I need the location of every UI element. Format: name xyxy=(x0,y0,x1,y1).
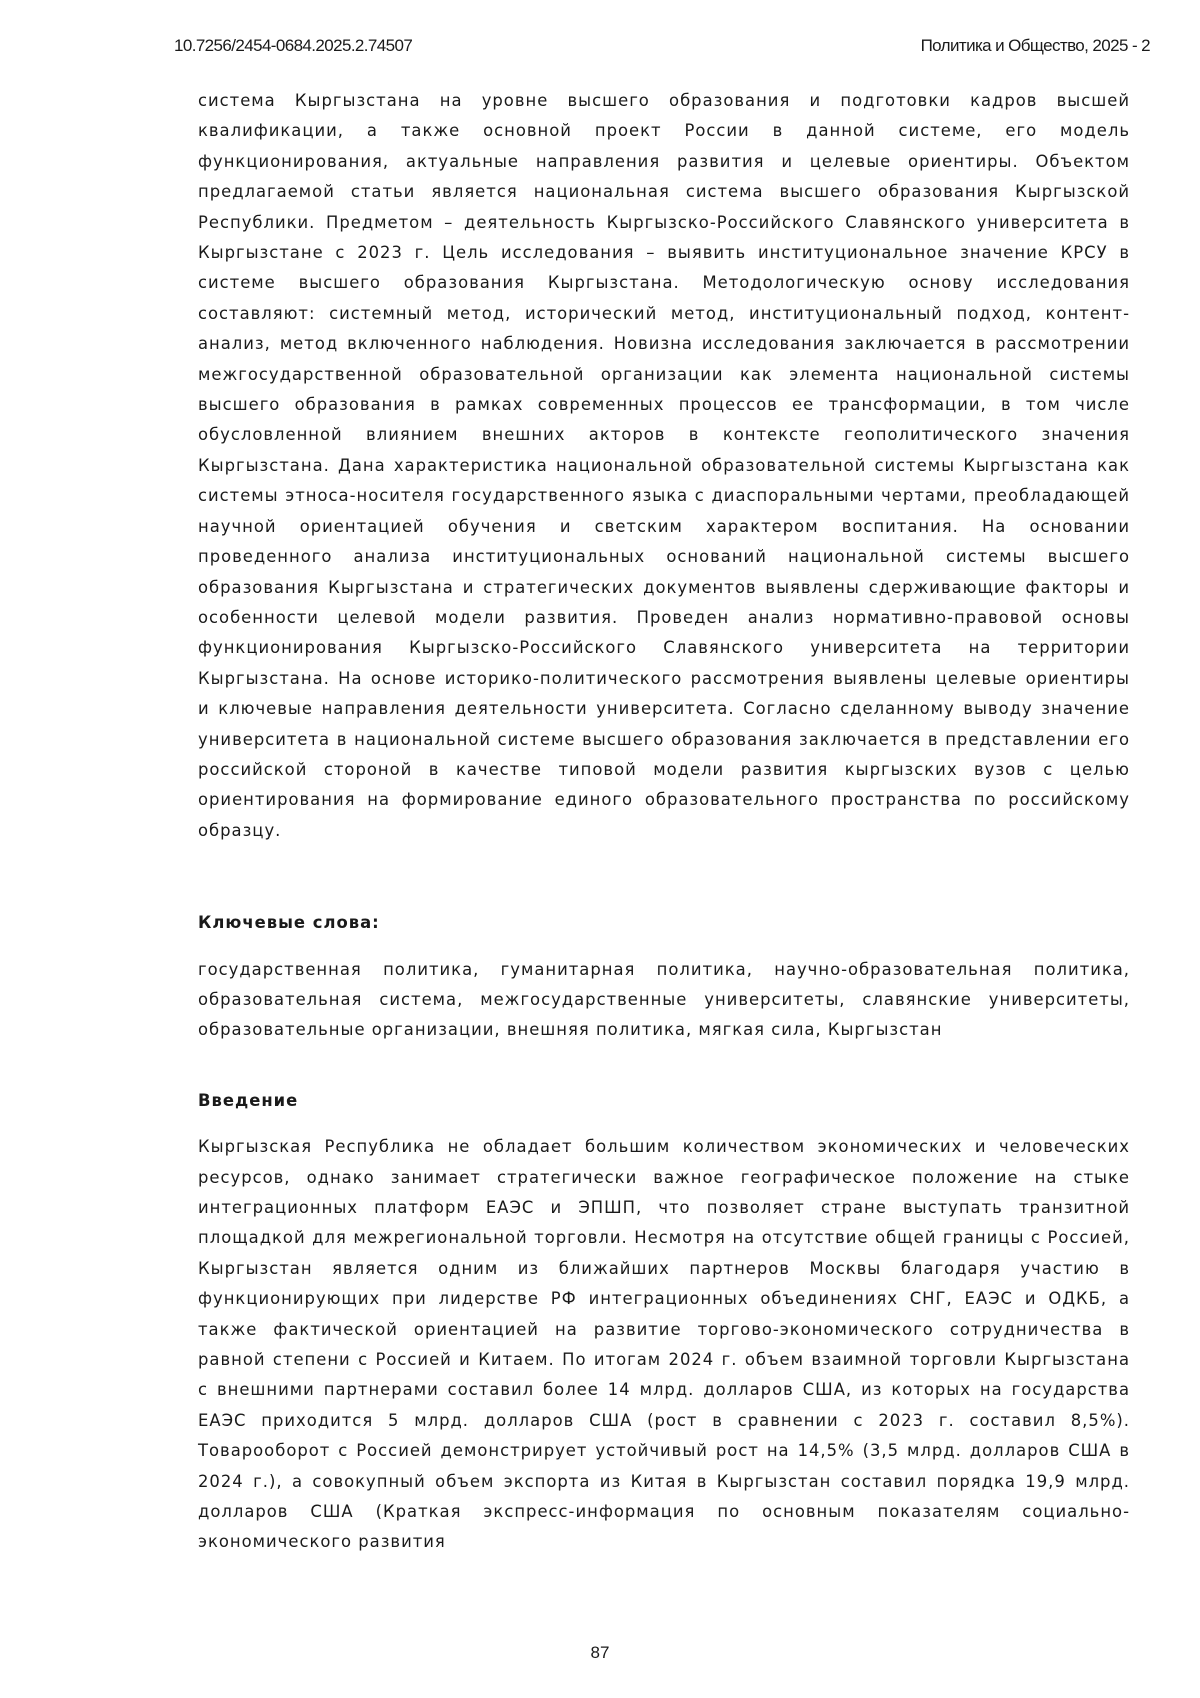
doi-label: 10.7256/2454-0684.2025.2.74507 xyxy=(174,36,412,56)
page-body xyxy=(198,86,1130,1558)
introduction-paragraph: Кыргызская Республика не обладает большим количеством экономических и человеческих ресурсов, однако занимает стратегически важное географическое положение на стыке интеграционных платформ ЕАЭС и ЭПШП, что позволяет стране выступать транзитной площадкой для межрегиональной торговли. Несмотря на отсутствие общей границы с Россией, Кыргызстан является одним из ближайших партнеров Москвы благодаря участию в функционирующих при лидерстве РФ интеграционных объединениях СНГ, ЕАЭС и ОДКБ, а также фактической ориентацией на развитие торгово-экономического сотрудничества в равной степени с Россией и Китаем. По итогам 2024 г. объем взаимной торговли Кыргызстана с внешними партнерами составил более 14 млрд. долларов США, из которых на государства ЕАЭС приходится 5 млрд. долларов США (рост в сравнении с 2023 г. составил 8,5%). Товарооборот с Россией демонстрирует устойчивый рост на 14,5% (3,5 млрд. долларов США в 2024 г.), а совокупный объем экспорта из Китая в Кыргызстан составил порядка 19,9 млрд. долларов США (Краткая экспресс-информация по основным показателям социально-экономического развития xyxy=(198,1132,1130,1558)
introduction-section xyxy=(198,1086,1130,1558)
running-header xyxy=(174,36,1150,60)
page-number: 87 xyxy=(0,1643,1200,1663)
introduction-heading: Введение xyxy=(198,1086,1130,1116)
keywords-heading: Ключевые слова: xyxy=(198,908,1130,938)
journal-issue-label: Политика и Общество, 2025 - 2 xyxy=(921,36,1150,56)
abstract-paragraph: система Кыргызстана на уровне высшего образования и подготовки кадров высшей квалификации, а также основной проект России в данной системе, его модель функционирования, актуальные направления развития и целевые ориентиры. Объектом предлагаемой статьи является национальная система высшего образования Кыргызской Республики. Предметом – деятельность Кыргызско-Российского Славянского университета в Кыргызстане с 2023 г. Цель исследования – выявить институциональное значение КРСУ в системе высшего образования Кыргызстана. Методологическую основу исследования составляют: системный метод, исторический метод, институциональный подход, контент-анализ, метод включенного наблюдения. Новизна исследования заключается в рассмотрении межгосударственной образовательной организации как элемента национальной системы высшего образования в рамках современных процессов ее трансформации, в том числе обусловленной влиянием внешних акторов в контексте геополитического значения Кыргызстана. Дана характеристика национальной образовательной системы Кыргызстана как системы этноса-носителя государственного языка с диаспоральными чертами, преобладающей научной ориентацией обучения и светским характером воспитания. На основании проведенного анализа институциональных оснований национальной системы высшего образования Кыргызстана и стратегических документов выявлены сдерживающие факторы и особенности целевой модели развития. Проведен анализ нормативно-правовой основы функционирования Кыргызско-Российского Славянского университета на территории Кыргызстана. На основе историко-политического рассмотрения выявлены целевые ориентиры и ключевые направления деятельности университета. Согласно сделанному выводу значение университета в национальной системе высшего образования заключается в представлении его российской стороной в качестве типовой модели развития кыргызских вузов с целью ориентирования на формирование единого образовательного пространства по российскому образцу. xyxy=(198,86,1130,846)
keywords-text: государственная политика, гуманитарная политика, научно-образовательная политика, образовательная система, межгосударственные университеты, славянские университеты, образовательные организации, внешняя политика, мягкая сила, Кыргызстан xyxy=(198,955,1130,1046)
keywords-section xyxy=(198,908,1130,1046)
